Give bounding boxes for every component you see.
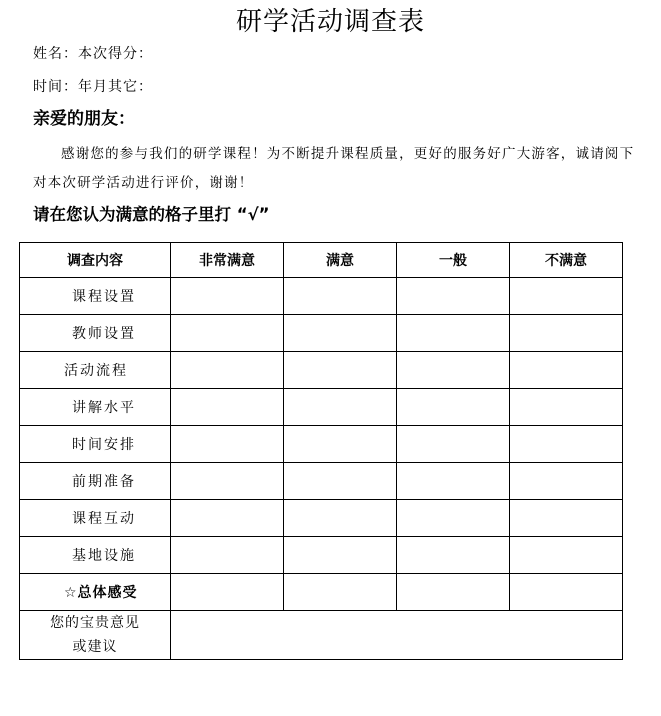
comment-label: [20, 611, 171, 660]
header-average: 一般: [397, 243, 510, 278]
rating-cell[interactable]: [171, 352, 284, 389]
table-row: [20, 389, 623, 426]
rating-cell[interactable]: [171, 537, 284, 574]
rating-cell[interactable]: [171, 278, 284, 315]
header-dissatisfied: 不满意: [510, 243, 623, 278]
rating-cell[interactable]: [397, 574, 510, 611]
item-time-arrangement: 时间安排: [20, 426, 171, 463]
greeting: 亲爱的朋友：: [33, 109, 135, 129]
rating-cell[interactable]: [284, 500, 397, 537]
rating-cell[interactable]: [284, 537, 397, 574]
item-course-setup: 课程设置: [20, 278, 171, 315]
table-row: [20, 278, 623, 315]
item-overall-feeling: ☆总体感受: [20, 574, 171, 611]
rating-cell[interactable]: [510, 537, 623, 574]
item-course-interaction: 课程互动: [20, 500, 171, 537]
rating-cell[interactable]: [397, 389, 510, 426]
rating-cell[interactable]: [510, 574, 623, 611]
rating-cell[interactable]: [284, 389, 397, 426]
rating-cell[interactable]: [510, 278, 623, 315]
comment-label-line2: 或建议: [72, 639, 118, 655]
item-base-facilities: 基地设施: [20, 537, 171, 574]
rating-cell[interactable]: [397, 500, 510, 537]
table-row: [20, 426, 623, 463]
rating-cell[interactable]: [284, 426, 397, 463]
item-explanation-level: 讲解水平: [20, 389, 171, 426]
rating-cell[interactable]: [397, 537, 510, 574]
comment-row: [20, 611, 623, 660]
table-row: [20, 463, 623, 500]
intro-paragraph: 感谢您的参与我们的研学课程！为不断提升课程质量，更好的服务好广大游客，诚请阅下对本次研学活动进行评价，谢谢！: [33, 146, 635, 191]
item-teacher-setup: 教师设置: [20, 315, 171, 352]
rating-cell[interactable]: [397, 463, 510, 500]
rating-cell[interactable]: [284, 315, 397, 352]
rating-cell[interactable]: [397, 426, 510, 463]
rating-cell[interactable]: [510, 352, 623, 389]
comment-input-area[interactable]: [171, 611, 623, 660]
rating-cell[interactable]: [171, 574, 284, 611]
header-very-satisfied: 非常满意: [171, 243, 284, 278]
table-row: [20, 537, 623, 574]
rating-cell[interactable]: [510, 389, 623, 426]
header-satisfied: 满意: [284, 243, 397, 278]
comment-label-line1: 您的宝贵意见: [50, 615, 140, 631]
table-row: [20, 352, 623, 389]
page-title: 研学活动调查表: [235, 7, 425, 37]
rating-cell[interactable]: [397, 352, 510, 389]
rating-cell[interactable]: [171, 463, 284, 500]
rating-cell[interactable]: [171, 500, 284, 537]
table-row: [20, 574, 623, 611]
name-score-line: 姓名：本次得分：: [33, 46, 153, 62]
rating-cell[interactable]: [284, 278, 397, 315]
rating-cell[interactable]: [171, 389, 284, 426]
header-row: [20, 243, 623, 278]
rating-cell[interactable]: [510, 426, 623, 463]
rating-cell[interactable]: [510, 315, 623, 352]
rating-cell[interactable]: [171, 315, 284, 352]
rating-cell[interactable]: [284, 352, 397, 389]
time-other-line: 时间：年月其它：: [33, 79, 153, 95]
instruction: 请在您认为满意的格子里打 “√”: [33, 205, 270, 224]
rating-cell[interactable]: [284, 574, 397, 611]
rating-cell[interactable]: [397, 278, 510, 315]
rating-cell[interactable]: [510, 463, 623, 500]
item-preparation: 前期准备: [20, 463, 171, 500]
survey-table: [19, 242, 623, 660]
rating-cell[interactable]: [510, 500, 623, 537]
rating-cell[interactable]: [284, 463, 397, 500]
header-survey-content: 调查内容: [20, 243, 171, 278]
item-activity-flow: 活动流程: [20, 352, 171, 389]
rating-cell[interactable]: [171, 426, 284, 463]
table-row: [20, 315, 623, 352]
rating-cell[interactable]: [397, 315, 510, 352]
table-row: [20, 500, 623, 537]
